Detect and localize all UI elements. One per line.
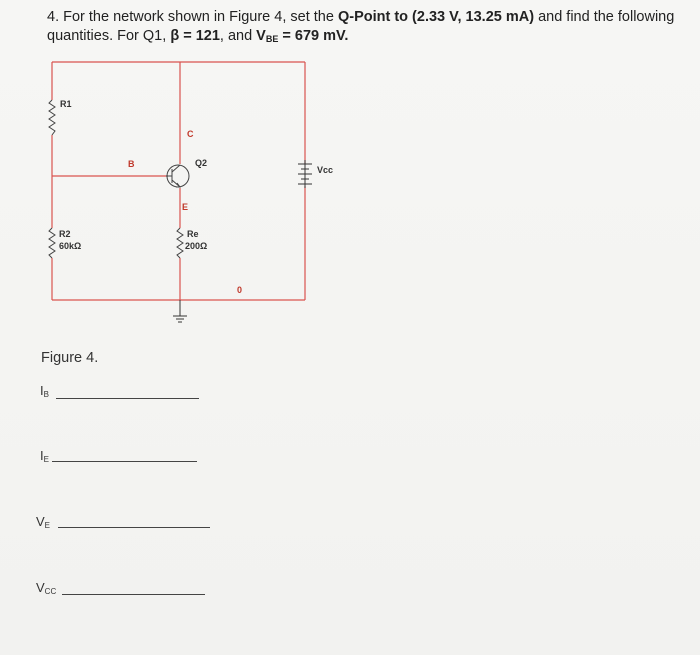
r2-resistor: [49, 228, 55, 258]
ve-answer-line[interactable]: [58, 527, 210, 528]
vcc-battery: [298, 160, 312, 188]
ve-symbol: V: [36, 514, 45, 529]
re-value: 200Ω: [185, 241, 208, 251]
question-and: , and: [219, 28, 253, 44]
ie-symbol: I: [40, 448, 44, 463]
qpoint-spec: Q-Point to (2.33 V, 13.25 mA): [337, 9, 535, 25]
vcc-label: Vcc: [317, 165, 334, 175]
vcc-sub: CC: [44, 587, 57, 596]
ground-symbol: [173, 300, 187, 322]
re-resistor: [177, 228, 183, 258]
r2-label: R2: [59, 229, 71, 239]
re-label: Re: [187, 229, 199, 239]
transistor-label: Q2: [195, 158, 208, 168]
ve-sub: E: [44, 521, 51, 530]
ib-sub: B: [43, 390, 49, 399]
ie-answer-line[interactable]: [52, 461, 197, 462]
vcc-symbol: V: [36, 580, 45, 595]
r1-resistor: [49, 100, 55, 135]
figure-caption: Figure 4.: [41, 350, 99, 366]
question-intro: For the network shown in Figure 4, set the: [63, 9, 334, 25]
vbe-subscript: BE: [265, 34, 279, 44]
ib-answer-line[interactable]: [56, 398, 199, 399]
r1-label: R1: [60, 99, 72, 109]
vbe-symbol: V: [256, 28, 266, 44]
node-c-label: C: [187, 129, 194, 139]
vcc-answer-line[interactable]: [62, 594, 205, 595]
vbe-value: = 679 mV.: [282, 28, 349, 44]
r2-value: 60kΩ: [59, 241, 82, 251]
transistor-q2: [166, 165, 189, 187]
node-b-label: B: [128, 159, 135, 169]
ie-sub: E: [43, 455, 49, 464]
question-number: 4.: [47, 9, 60, 25]
node-0-label: 0: [237, 285, 243, 295]
ib-symbol: I: [40, 383, 44, 398]
question-middle: and find the following quantities. For Q1,: [47, 9, 675, 44]
node-e-label: E: [182, 202, 189, 212]
beta-value: β = 121: [170, 28, 220, 44]
